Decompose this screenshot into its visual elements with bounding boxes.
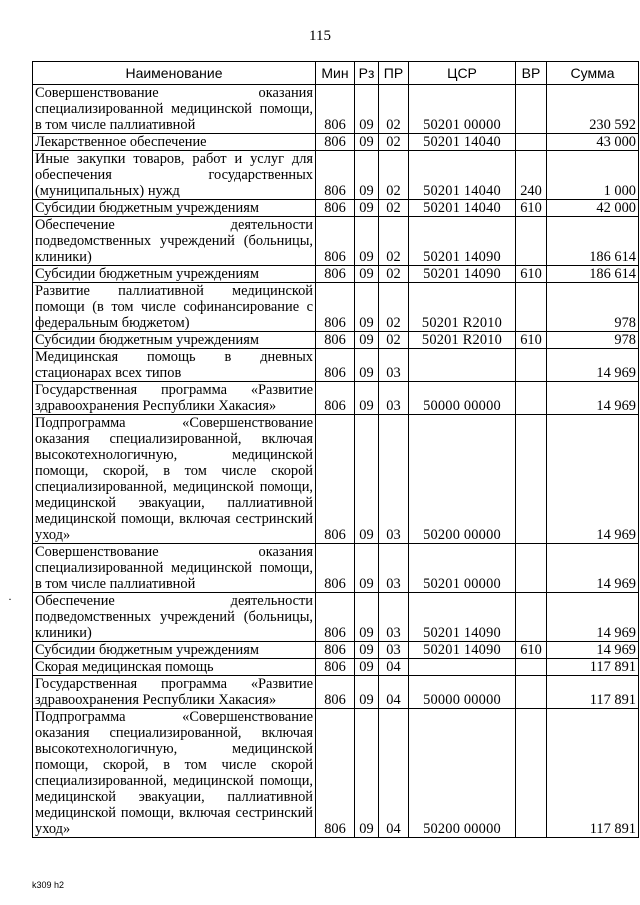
header-row (33, 62, 639, 85)
table-row (33, 266, 639, 283)
table-row (33, 200, 639, 217)
cell-pr: 02 (379, 200, 409, 217)
cell-min: 806 (316, 659, 355, 676)
cell-sum: 230 592 (547, 85, 639, 134)
cell-pr: 03 (379, 593, 409, 642)
cell-pr: 03 (379, 382, 409, 415)
cell-sum: 978 (547, 332, 639, 349)
table-row (33, 283, 639, 332)
cell-sum: 14 969 (547, 349, 639, 382)
header-min: Мин (316, 62, 355, 85)
cell-csr: 50201 14040 (409, 200, 516, 217)
cell-csr: 50200 00000 (409, 415, 516, 544)
cell-pr: 02 (379, 266, 409, 283)
table-row (33, 332, 639, 349)
cell-min: 806 (316, 349, 355, 382)
header-pr: ПР (379, 62, 409, 85)
cell-sum: 1 000 (547, 151, 639, 200)
cell-vr: 610 (516, 266, 547, 283)
table-row (33, 659, 639, 676)
cell-rz: 09 (355, 332, 379, 349)
cell-rz: 09 (355, 151, 379, 200)
cell-csr: 50201 14040 (409, 134, 516, 151)
cell-name: Государственная программа «Развитие здравоохранения Республики Хакасия» (33, 382, 316, 415)
cell-sum: 117 891 (547, 659, 639, 676)
cell-name: Подпрограмма «Совершенствование оказания специализированной, включая высокотехнологичную, медицинской помощи, скорой, в том числе скорой специализированной, медицинской помощи, медицинской эвакуации, паллиативной медицинской помощи, включая сестринский уход» (33, 709, 316, 838)
cell-vr (516, 217, 547, 266)
page-number: 115 (309, 28, 331, 44)
table-row (33, 709, 639, 838)
cell-sum: 186 614 (547, 266, 639, 283)
table-row (33, 382, 639, 415)
cell-sum: 14 969 (547, 415, 639, 544)
cell-name: Лекарственное обеспечение (33, 134, 316, 151)
table-row (33, 151, 639, 200)
header-name: Наименование (33, 62, 316, 85)
cell-sum: 117 891 (547, 709, 639, 838)
cell-min: 806 (316, 266, 355, 283)
cell-name: Субсидии бюджетным учреждениям (33, 266, 316, 283)
margin-mark: · (8, 592, 12, 606)
cell-name: Развитие паллиативной медицинской помощи (в том числе софинансирование с федеральным бюджетом) (33, 283, 316, 332)
footer-code: k309 h2 (32, 880, 65, 890)
cell-name: Государственная программа «Развитие здравоохранения Республики Хакасия» (33, 676, 316, 709)
cell-pr: 02 (379, 217, 409, 266)
cell-pr: 02 (379, 151, 409, 200)
table-row (33, 217, 639, 266)
cell-vr: 240 (516, 151, 547, 200)
cell-sum: 14 969 (547, 593, 639, 642)
cell-pr: 02 (379, 85, 409, 134)
cell-name: Медицинская помощь в дневных стационарах всех типов (33, 349, 316, 382)
cell-rz: 09 (355, 659, 379, 676)
table-row (33, 593, 639, 642)
cell-vr (516, 382, 547, 415)
cell-min: 806 (316, 134, 355, 151)
table-header (33, 62, 639, 85)
cell-pr: 03 (379, 544, 409, 593)
cell-min: 806 (316, 85, 355, 134)
cell-sum: 117 891 (547, 676, 639, 709)
cell-rz: 09 (355, 415, 379, 544)
cell-min: 806 (316, 382, 355, 415)
cell-csr: 50201 14090 (409, 217, 516, 266)
cell-pr: 04 (379, 709, 409, 838)
cell-vr (516, 676, 547, 709)
cell-vr (516, 415, 547, 544)
cell-pr: 04 (379, 676, 409, 709)
cell-csr: 50000 00000 (409, 382, 516, 415)
cell-vr (516, 283, 547, 332)
cell-sum: 42 000 (547, 200, 639, 217)
cell-min: 806 (316, 415, 355, 544)
cell-rz: 09 (355, 217, 379, 266)
cell-csr: 50201 00000 (409, 85, 516, 134)
cell-name: Субсидии бюджетным учреждениям (33, 642, 316, 659)
cell-csr: 50201 14090 (409, 642, 516, 659)
cell-name: Совершенствование оказания специализированной медицинской помощи, в том числе паллиативной (33, 85, 316, 134)
cell-name: Подпрограмма «Совершенствование оказания специализированной, включая высокотехнологичную, медицинской помощи, скорой, в том числе скорой специализированной, медицинской помощи, медицинской эвакуации, паллиативной медицинской помощи, включая сестринский уход» (33, 415, 316, 544)
cell-rz: 09 (355, 382, 379, 415)
cell-rz: 09 (355, 266, 379, 283)
cell-min: 806 (316, 642, 355, 659)
cell-rz: 09 (355, 134, 379, 151)
cell-csr (409, 349, 516, 382)
cell-name: Субсидии бюджетным учреждениям (33, 200, 316, 217)
header-vr: ВР (516, 62, 547, 85)
cell-rz: 09 (355, 709, 379, 838)
cell-min: 806 (316, 283, 355, 332)
cell-csr: 50201 R2010 (409, 332, 516, 349)
cell-rz: 09 (355, 676, 379, 709)
cell-vr: 610 (516, 332, 547, 349)
budget-table (32, 61, 639, 838)
cell-rz: 09 (355, 85, 379, 134)
cell-pr: 02 (379, 283, 409, 332)
cell-sum: 14 969 (547, 544, 639, 593)
cell-csr: 50201 14090 (409, 266, 516, 283)
cell-name: Субсидии бюджетным учреждениям (33, 332, 316, 349)
cell-vr (516, 134, 547, 151)
cell-min: 806 (316, 217, 355, 266)
cell-vr: 610 (516, 200, 547, 217)
cell-vr (516, 349, 547, 382)
header-rz: Рз (355, 62, 379, 85)
cell-pr: 03 (379, 349, 409, 382)
table-row (33, 349, 639, 382)
cell-name: Обеспечение деятельности подведомственных учреждений (больницы, клиники) (33, 217, 316, 266)
cell-sum: 978 (547, 283, 639, 332)
cell-rz: 09 (355, 593, 379, 642)
table-row (33, 85, 639, 134)
cell-rz: 09 (355, 642, 379, 659)
cell-sum: 14 969 (547, 382, 639, 415)
cell-min: 806 (316, 676, 355, 709)
cell-pr: 03 (379, 415, 409, 544)
cell-rz: 09 (355, 200, 379, 217)
cell-rz: 09 (355, 283, 379, 332)
cell-min: 806 (316, 200, 355, 217)
cell-sum: 43 000 (547, 134, 639, 151)
cell-csr: 50201 00000 (409, 544, 516, 593)
cell-csr: 50000 00000 (409, 676, 516, 709)
table-row (33, 134, 639, 151)
table-row (33, 642, 639, 659)
header-csr: ЦСР (409, 62, 516, 85)
cell-csr: 50200 00000 (409, 709, 516, 838)
cell-name: Обеспечение деятельности подведомственных учреждений (больницы, клиники) (33, 593, 316, 642)
cell-csr (409, 659, 516, 676)
table-row (33, 415, 639, 544)
table-body (33, 85, 639, 838)
cell-pr: 04 (379, 659, 409, 676)
cell-vr (516, 709, 547, 838)
cell-csr: 50201 14090 (409, 593, 516, 642)
cell-sum: 14 969 (547, 642, 639, 659)
cell-min: 806 (316, 151, 355, 200)
cell-csr: 50201 14040 (409, 151, 516, 200)
cell-rz: 09 (355, 544, 379, 593)
cell-min: 806 (316, 709, 355, 838)
cell-vr (516, 593, 547, 642)
table-row (33, 544, 639, 593)
cell-pr: 03 (379, 642, 409, 659)
cell-pr: 02 (379, 332, 409, 349)
table-row (33, 676, 639, 709)
cell-name: Совершенствование оказания специализированной медицинской помощи, в том числе паллиативной (33, 544, 316, 593)
cell-name: Скорая медицинская помощь (33, 659, 316, 676)
cell-rz: 09 (355, 349, 379, 382)
cell-pr: 02 (379, 134, 409, 151)
cell-min: 806 (316, 332, 355, 349)
cell-name: Иные закупки товаров, работ и услуг для обеспечения государственных (муниципальных) нужд (33, 151, 316, 200)
cell-vr: 610 (516, 642, 547, 659)
cell-vr (516, 544, 547, 593)
cell-vr (516, 659, 547, 676)
cell-sum: 186 614 (547, 217, 639, 266)
cell-vr (516, 85, 547, 134)
cell-csr: 50201 R2010 (409, 283, 516, 332)
cell-min: 806 (316, 593, 355, 642)
header-sum: Сумма (547, 62, 639, 85)
cell-min: 806 (316, 544, 355, 593)
